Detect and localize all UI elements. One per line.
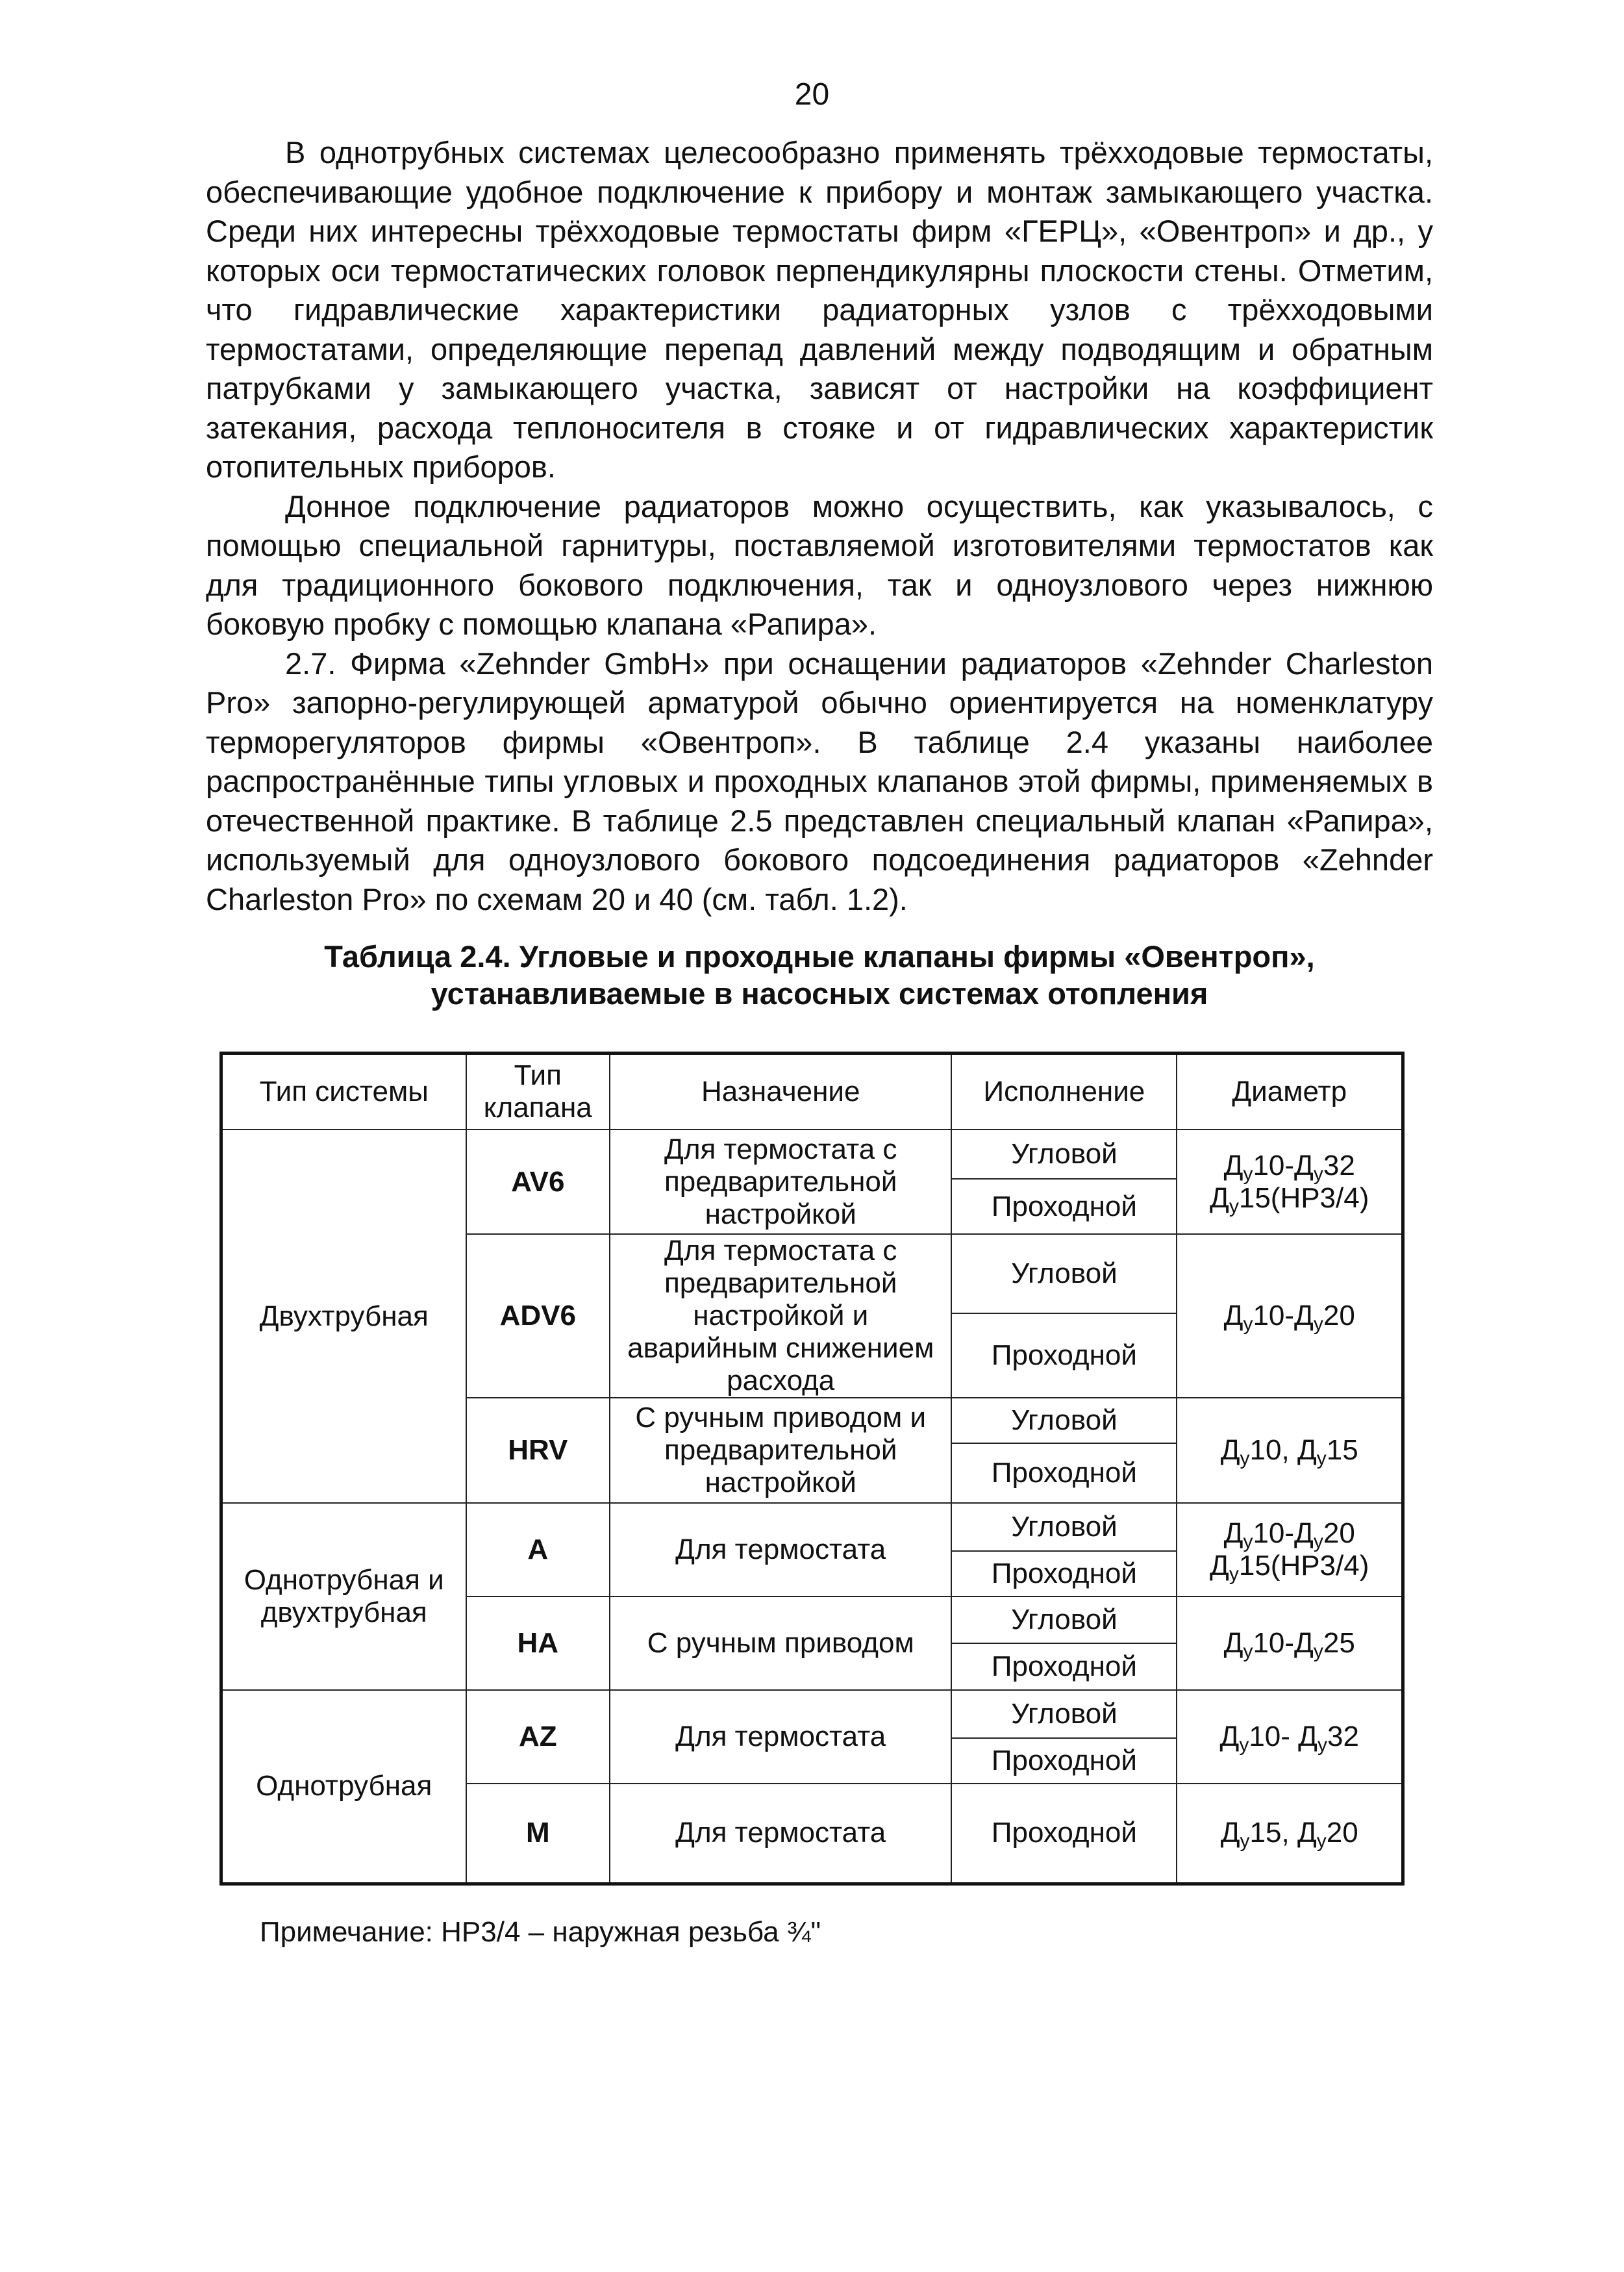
cell-valve-type: HRV: [466, 1398, 610, 1503]
cell-execution: Проходной: [951, 1643, 1177, 1690]
cell-valve-type: AV6: [466, 1130, 610, 1234]
cell-purpose: Для термостата: [610, 1784, 951, 1884]
cell-valve-type: HA: [466, 1597, 610, 1690]
page-number: 20: [794, 77, 830, 112]
cell-diameter: $Д_у10-Д_у32$ $Д_у15(НР3/4)$: [1177, 1130, 1403, 1234]
cell-diameter: $Д_у10$, $Д_у15$: [1177, 1398, 1403, 1503]
cell-diameter: $Д_у10-Д_у20$: [1177, 1234, 1403, 1398]
cell-purpose: Для термостата: [610, 1690, 951, 1784]
cell-system-type: Однотрубная: [221, 1690, 466, 1884]
table-row: [221, 1130, 1403, 1179]
cell-execution: Угловой: [951, 1690, 1177, 1738]
paragraph-1: В однотрубных системах целесообразно применять трёхходовые термостаты, обеспечивающие удобное подключение к прибору и монтаж замыкающего участка. Среди них интересны трёхходовые термостаты фирм «ГЕРЦ», «Овентроп» и др., у которых оси термостатических головок перпендикулярны плоскости стены. Отметим, что гидравлические характеристики радиаторных узлов с трёхходовыми термостатами, определяющие перепад давлений между подводящим и обратным патрубками у замыкающего участка, зависят от настройки на коэффициент затекания, расхода теплоносителя в стояке и от гидравлических характеристик отопительных приборов.: [206, 135, 1433, 484]
table-row: [221, 1690, 1403, 1738]
cell-diameter: $Д_у10-$ $Д_у32$: [1177, 1690, 1403, 1784]
header-diameter: Диаметр: [1177, 1054, 1403, 1130]
table-row: [221, 1503, 1403, 1551]
header-execution: Исполнение: [951, 1054, 1177, 1130]
table-header-row: [221, 1054, 1403, 1130]
table-title-line-2: устанавливаемые в насосных системах отопления: [431, 976, 1208, 1011]
cell-purpose: Для термостата: [610, 1503, 951, 1597]
cell-execution: Угловой: [951, 1398, 1177, 1443]
cell-execution: Проходной: [951, 1738, 1177, 1784]
cell-execution: Угловой: [951, 1234, 1177, 1313]
cell-purpose: С ручным приводом: [610, 1597, 951, 1690]
paragraph-2: Донное подключение радиаторов можно осуществить, как указывалось, с помощью специальной гарнитуры, поставляемой изготовителями термостатов как для традиционного бокового подключения, так и одноузлового через нижнюю боковую пробку с помощью клапана «Рапира».: [206, 488, 1433, 641]
header-valve-type: Тип клапана: [466, 1054, 610, 1130]
cell-diameter: $Д_у15$, $Д_у20$: [1177, 1784, 1403, 1884]
cell-execution: Угловой: [951, 1503, 1177, 1551]
cell-system-type: Двухтрубная: [221, 1130, 466, 1503]
cell-purpose: С ручным приводом и предварительной настройкой: [610, 1398, 951, 1503]
paragraph-3: 2.7. Фирма «Zehnder GmbH» при оснащении радиаторов «Zehnder Charleston Pro» запорно-регулирующей арматурой обычно ориентируется на номенклатуру терморегуляторов фирмы «Овентроп». В таблице 2.4 указаны наиболее распространённые типы угловых и проходных клапанов этой фирмы, применяемых в отечественной практике. В таблице 2.5 представлен специальный клапан «Рапира», используемый для одноузлового бокового подсоединения радиаторов «Zehnder Charleston Pro» по схемам 20 и 40 (см. табл. 1.2).: [206, 646, 1433, 916]
cell-purpose: Для термостата с предварительной настройкой и аварийным снижением расхода: [610, 1234, 951, 1398]
header-system-type: Тип системы: [221, 1054, 466, 1130]
cell-valve-type: M: [466, 1784, 610, 1884]
cell-system-type: Однотрубная и двухтрубная: [221, 1503, 466, 1690]
cell-execution: Проходной: [951, 1784, 1177, 1884]
valves-table: [219, 1052, 1405, 1886]
table-title: [206, 938, 1433, 1012]
cell-execution: Проходной: [951, 1179, 1177, 1234]
body-text: [206, 133, 1433, 919]
cell-valve-type: A: [466, 1503, 610, 1597]
table-note: Примечание: НР3/4 – наружная резьба ¾": [260, 1916, 821, 1948]
cell-diameter: $Д_у10-Д_у25$: [1177, 1597, 1403, 1690]
cell-valve-type: AZ: [466, 1690, 610, 1784]
cell-valve-type: ADV6: [466, 1234, 610, 1398]
cell-execution: Проходной: [951, 1313, 1177, 1398]
cell-execution: Угловой: [951, 1130, 1177, 1179]
table-title-line-1: Таблица 2.4. Угловые и проходные клапаны фирмы «Овентроп»,: [324, 939, 1315, 974]
header-purpose: Назначение: [610, 1054, 951, 1130]
cell-diameter: $Д_у10-Д_у20$ $Д_у15(НР3/4)$: [1177, 1503, 1403, 1597]
cell-purpose: Для термостата с предварительной настройкой: [610, 1130, 951, 1234]
cell-execution: Проходной: [951, 1551, 1177, 1597]
cell-execution: Угловой: [951, 1597, 1177, 1643]
cell-execution: Проходной: [951, 1443, 1177, 1503]
